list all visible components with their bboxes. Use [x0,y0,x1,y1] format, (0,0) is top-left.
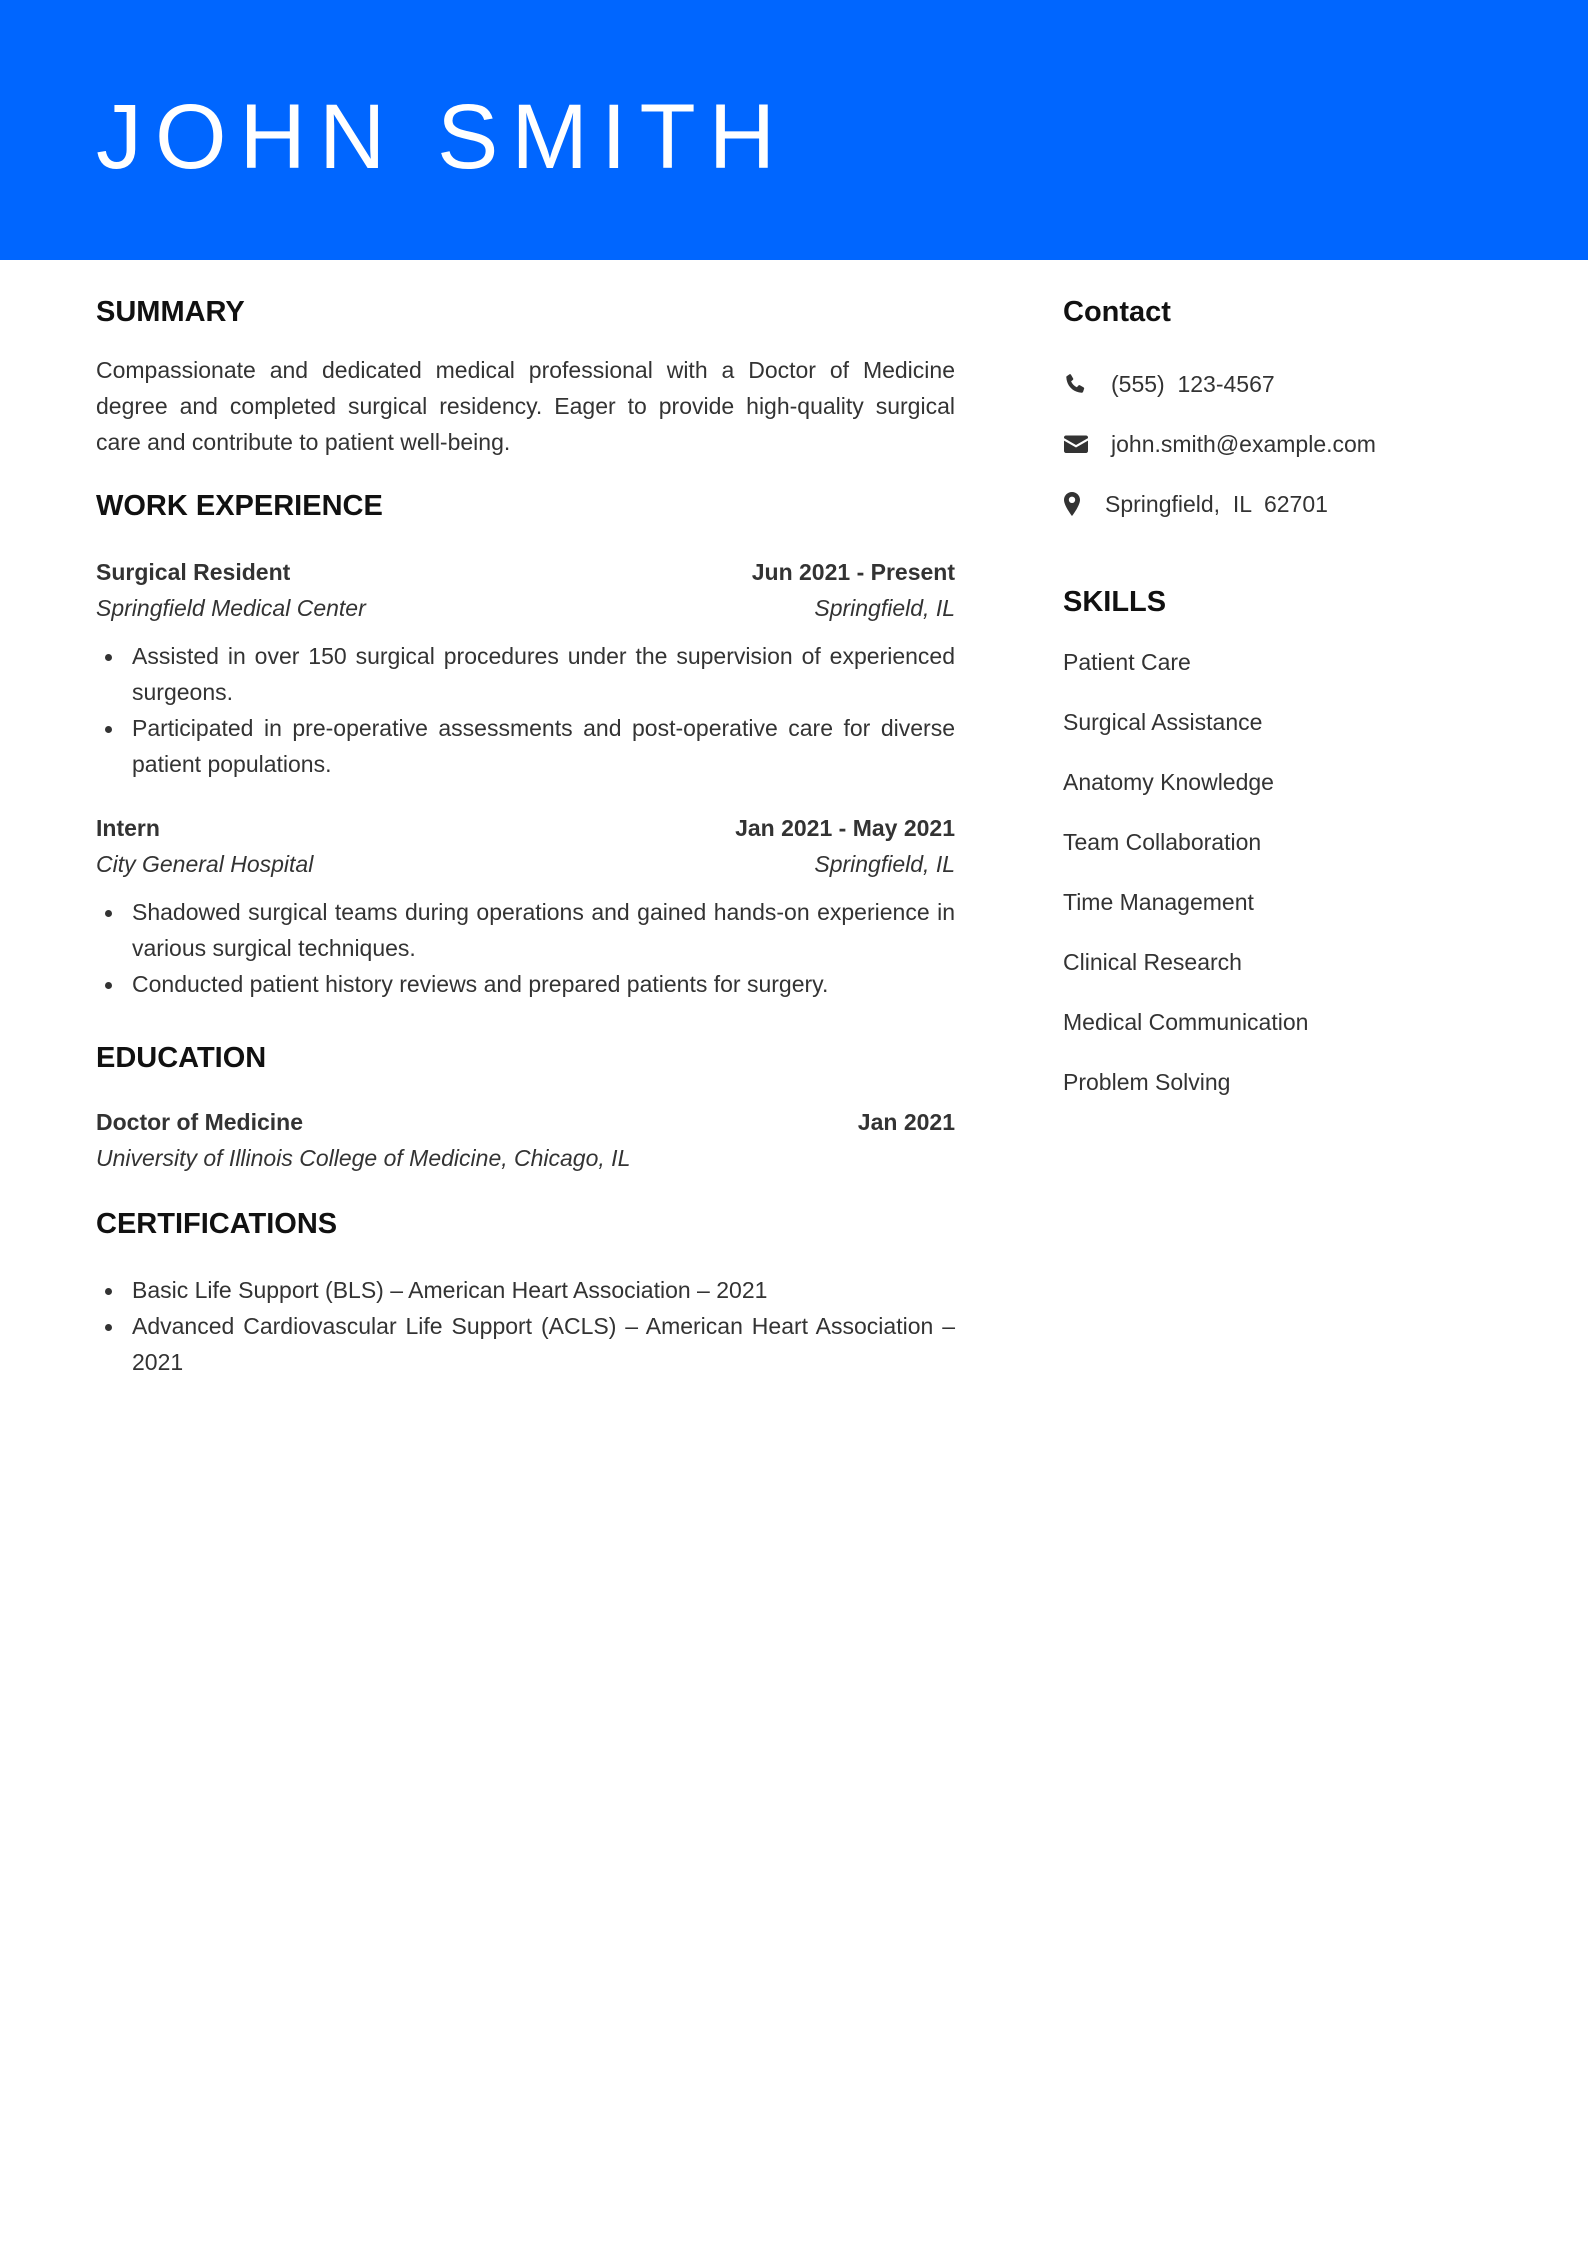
work-experience-section [96,488,955,1002]
map-pin-icon [1063,491,1087,517]
header-banner [0,0,1588,260]
summary-text: Compassionate and dedicated medical professional with a Doctor of Medicine degree and completed surgical residency. Eager to provide high-quality surgical care and contribute to patient well-being. [96,357,955,455]
skills-list [1063,632,1503,1112]
phone-number: (555) 123-4567 [1111,371,1275,397]
skill-item: Surgical Assistance [1063,709,1263,735]
education-section [96,1040,955,1176]
school-name: University of Illinois College of Medicine, Chicago, IL [96,1145,631,1171]
work-experience-title: WORK EXPERIENCE [96,490,383,522]
job-role: Intern [96,815,160,841]
job-bullets [96,894,955,1002]
job-location: Springfield, IL [814,851,955,877]
email-address: john.smith@example.com [1111,431,1376,457]
certifications-list [96,1272,955,1380]
list-item: Basic Life Support (BLS) – American Heart Association – 2021 [96,1272,955,1308]
skill-item: Medical Communication [1063,1009,1309,1035]
list-item: Assisted in over 150 surgical procedures under the supervision of experienced surgeons. [96,638,955,710]
certifications-section [96,1206,955,1380]
envelope-icon [1063,434,1095,454]
skills-section [1063,584,1503,1112]
address-text: Springfield, IL 62701 [1105,491,1328,517]
contact-phone [1063,354,1503,414]
contact-address [1063,474,1503,534]
summary-section [96,294,955,460]
job-organization: Springfield Medical Center [96,595,366,621]
contact-title: Contact [1063,296,1171,328]
job-entry [96,810,955,1002]
job-role: Surgical Resident [96,559,291,585]
main-column [96,294,955,1380]
phone-icon [1063,372,1095,396]
list-item: Shadowed surgical teams during operations and gained hands-on experience in various surgical techniques. [96,894,955,966]
list-item: Advanced Cardiovascular Life Support (ACLS) – American Heart Association – 2021 [96,1308,955,1380]
skill-item: Clinical Research [1063,949,1242,975]
job-dates: Jan 2021 - May 2021 [735,815,955,841]
job-bullets [96,638,955,782]
skill-item: Patient Care [1063,649,1191,675]
list-item: Conducted patient history reviews and prepared patients for surgery. [96,966,955,1002]
candidate-name: JOHN SMITH [96,86,789,188]
education-title: EDUCATION [96,1042,267,1074]
job-dates: Jun 2021 - Present [751,559,955,585]
job-entry [96,554,955,782]
contact-email [1063,414,1503,474]
skill-item: Time Management [1063,889,1254,915]
skill-item: Team Collaboration [1063,829,1262,855]
job-location: Springfield, IL [814,595,955,621]
skill-item: Anatomy Knowledge [1063,769,1274,795]
list-item: Participated in pre-operative assessments and post-operative care for diverse patient populations. [96,710,955,782]
skill-item: Problem Solving [1063,1069,1231,1095]
contact-section [1063,294,1503,534]
skills-title: SKILLS [1063,586,1167,618]
degree-name: Doctor of Medicine [96,1109,304,1135]
education-entry [96,1104,955,1176]
job-organization: City General Hospital [96,851,314,877]
degree-date: Jan 2021 [857,1109,955,1135]
summary-title: SUMMARY [96,296,245,328]
sidebar-column [1063,294,1503,1112]
certifications-title: CERTIFICATIONS [96,1208,338,1240]
